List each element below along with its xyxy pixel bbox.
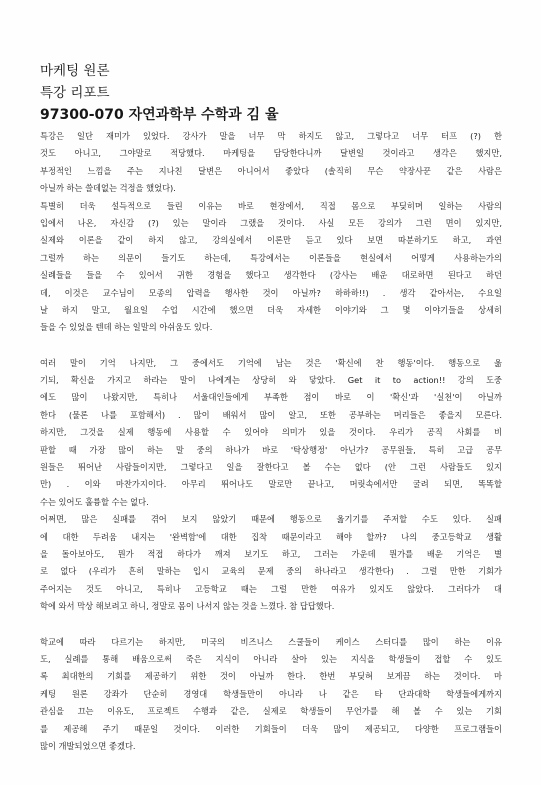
report-body xyxy=(40,128,502,755)
text-line: 아닐까 하는 쓸데없는 걱정을 했었다). xyxy=(40,183,176,194)
text-line: 를 제공해 주기 때문일 것이다. 이러한 기회들이 더욱 많이 제공되고, 다양한 프로그램들이 xyxy=(40,723,502,734)
text-line: 로 없다 (우리가 흔히 말하는 입시 교육의 문제 중의 하나라고 생각한다) . 그럴 만한 기회가 xyxy=(40,566,502,577)
text-line: 한다 (물론 나를 포함해서) . 많이 배워서 많이 알고, 또한 공부하는 머리들은 좋을지 모른다. xyxy=(40,409,502,420)
text-line: 실례들을 들을 수 있어서 귀한 경험을 했다고 생각한다 (강사는 배운 대로하면 된다고 하던 xyxy=(40,270,502,281)
text-line: 데, 이것은 교수님이 모종의 압력을 행사한 것이 아닐까? 하하하!!) . 생각 같아서는, 수요일 xyxy=(40,287,502,298)
text-line: 특별히 더욱 설득적으로 들린 이유는 바로 현장에서, 직접 몸으로 부딪히며 일하는 사람의 xyxy=(40,200,502,211)
text-line: 판할 때 가장 많이 하는 말 중의 하나가 바로 '탁상행정' 아닌가? 공무원들, 특히 고급 공무 xyxy=(40,444,502,455)
student-info: 97300-070 자연과학부 수학과 김 율 xyxy=(40,107,279,123)
paragraph xyxy=(40,198,502,337)
text-line: 학에 와서 막상 해보려고 하니, 정말로 몸이 나서지 않는 것을 느꼈다. 참 답답했다. xyxy=(40,601,335,612)
text-line: 하지만, 그것을 실제 행동에 사용할 수 있어야 의미가 있을 것이다. 우리가 공직 사회를 비 xyxy=(40,427,502,438)
text-line: 여러 말이 기억 나지만, 그 중에서도 기억에 남는 것은 '확신에 찬 행동'이다. 행동으로 옮 xyxy=(40,357,502,368)
text-line: 주어지는 것도 아니고, 특히나 고등학교 때는 그럴 만한 여유가 있지도 않았다. 그러다가 대 xyxy=(40,583,502,594)
paragraph xyxy=(40,355,502,512)
text-line: 많이 개발되었으면 좋겠다. xyxy=(40,740,136,751)
text-line: 록 최대한의 기회를 제공하기 위한 것이 아닐까 한다. 한번 부딪혀 보게끔 하는 것이다. 마 xyxy=(40,671,502,682)
text-line: 들을 수 있었을 텐데 하는 일말의 아쉬움도 있다. xyxy=(40,322,213,333)
text-line: 수는 있어도 훌륭할 수는 없다. xyxy=(40,496,149,507)
text-line: 어쩌면, 많은 실패를 겪어 보지 않았기 때문에 행동으로 옮기기를 주저할 수도 있다. 실패 xyxy=(40,514,502,525)
text-line: 학교에 따라 다르기는 하지만, 미국의 비즈니스 스쿨들이 케이스 스터디를 많이 하는 이유 xyxy=(40,636,502,647)
text-line: 관심을 끄는 이유도, 프로젝트 수행과 같은, 실제로 학생들이 무언가를 해 볼 수 있는 기회 xyxy=(40,706,502,717)
text-line: 에 대한 두려움 내지는 '완벽함'에 대한 집착 때문이라고 해야 할까? 나의 중고등학교 생활 xyxy=(40,531,502,542)
text-line: 특강은 일단 재미가 있었다. 강사가 말을 너무 막 하지도 않고, 그렇다고 너무 터프 (?) 한 xyxy=(40,131,502,141)
text-line: 것도 아니고, 그야말로 적당했다. 마케팅을 담당한다니까 달변일 것이라고 생각은 했지만, xyxy=(40,148,502,159)
paragraph xyxy=(40,128,502,198)
text-line: 날 하지 말고, 월요일 수업 시간에 했으면 더욱 자세한 이야기와 그 몇 이야기들을 상세히 xyxy=(40,304,502,315)
text-line: 도, 실례를 통해 배움으로써 죽은 지식이 아니라 살아 있는 지식을 학생들이 접할 수 있도 xyxy=(40,653,502,664)
text-line: 부정적인 느낌을 주는 지나친 달변은 아니어서 좋았다 (솔직히 무슨 약장사꾼 같은 사람은 xyxy=(40,165,502,176)
text-line: 실제와 이론을 같이 하지 않고, 강의실에서 이론만 듣고 있다 보면 따분하기도 하고, 과연 xyxy=(40,235,502,246)
text-line: 원들은 뛰어난 사람들이지만, 그렇다고 일을 잘한다고 볼 수는 없다 (안 그런 사람들도 있지 xyxy=(40,462,502,473)
text-line: 케팅 원론 강좌가 단순히 경영대 학생들만이 아니라 나 같은 타 단과대학 학생들에게까지 xyxy=(40,688,502,699)
report-title: 특강 리포트 xyxy=(40,85,110,101)
text-line: 만) . 이와 마찬가지이다. 아무리 뛰어나도 말로만 끝나고, 머릿속에서만 굴려 되면, 똑똑할 xyxy=(40,479,502,490)
text-line: 에도 많이 나왔지만, 특히나 서울대인들에게 부족한 점이 바로 이 '확신'과 '실천'이 아닐까 xyxy=(40,392,502,403)
text-line: 입에서 나온, 자신감 (?) 있는 말이라 그랬을 것이다. 사실 모든 강의가 그런 면이 있지만, xyxy=(40,217,502,228)
document-header xyxy=(40,60,500,126)
course-title: 마케팅 원론 xyxy=(40,63,110,79)
text-line: 을 돌아보아도, 뭔가 적접 하다가 깨져 보기도 하고, 그러는 가운데 뭔가를 배운 기억은 별 xyxy=(40,548,502,559)
paragraph xyxy=(40,634,502,756)
text-line: 기되, 확신을 가지고 하라는 말이 나에게는 상당히 와 닿았다. Get it to action!! 강의 도중 xyxy=(40,375,502,386)
paragraph xyxy=(40,511,502,615)
text-line: 그럴까 하는 의문이 들기도 하는데, 특강에서는 이론들을 현실에서 어떻게 사용하는가의 xyxy=(40,252,502,263)
